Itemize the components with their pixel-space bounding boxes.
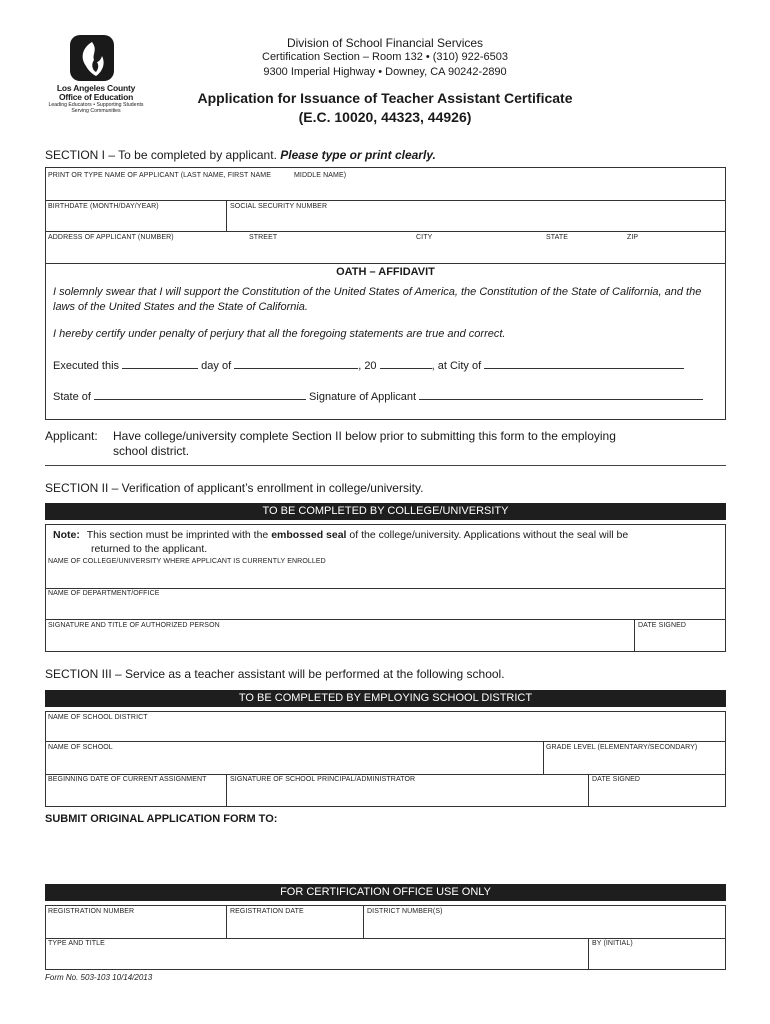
executed-year-field[interactable]: [380, 358, 432, 369]
page-title: Application for Issuance of Teacher Assistant Certificate: [197, 90, 573, 106]
principal-signature-field[interactable]: [228, 785, 587, 805]
at-city-of-text: , at City of: [431, 360, 482, 372]
logo-line1: Los Angeles County: [56, 83, 136, 93]
birthdate-field[interactable]: [46, 212, 225, 230]
executed-line: [53, 358, 684, 372]
district-number-field[interactable]: [365, 917, 725, 937]
section2-bar: TO BE COMPLETED BY COLLEGE/UNIVERSITY: [45, 503, 726, 520]
section3-date-label: DATE SIGNED: [592, 776, 641, 783]
certify-text: I hereby certify under penalty of perjury that all the foregoing statements are true and correct.: [53, 328, 506, 340]
city-label: CITY: [416, 234, 433, 241]
applicant-signature-field[interactable]: [419, 389, 703, 400]
authorized-signature-label: SIGNATURE AND TITLE OF AUTHORIZED PERSON: [48, 622, 220, 629]
registration-number-label: REGISTRATION NUMBER: [48, 908, 135, 915]
note-pre: This section must be imprinted with the: [86, 529, 269, 541]
grade-level-field[interactable]: [545, 753, 725, 773]
ssn-label: SOCIAL SECURITY NUMBER: [230, 203, 328, 210]
state-of-field[interactable]: [94, 389, 306, 400]
beginning-date-field[interactable]: [46, 785, 225, 805]
logo-tagline2: Serving Communities: [71, 108, 121, 114]
page-subtitle: (E.C. 10020, 44323, 44926): [298, 109, 472, 125]
section2-date-field[interactable]: [636, 631, 725, 651]
registration-date-field[interactable]: [228, 917, 362, 937]
divider: [45, 465, 726, 466]
department-field[interactable]: [46, 599, 725, 618]
form-number: Form No. 503-103 10/14/2013: [45, 973, 153, 982]
registration-date-label: REGISTRATION DATE: [230, 908, 304, 915]
section1-heading-text: SECTION I – To be completed by applicant.: [45, 148, 277, 162]
section3-date-field[interactable]: [590, 785, 725, 805]
ssn-field[interactable]: [228, 212, 725, 230]
submit-heading: SUBMIT ORIGINAL APPLICATION FORM TO:: [45, 813, 278, 825]
executed-this-text: Executed this: [53, 360, 120, 372]
section3-bar: TO BE COMPLETED BY EMPLOYING SCHOOL DISTRICT: [45, 690, 726, 707]
street-label: STREET: [249, 234, 278, 241]
section1-heading: [45, 148, 436, 162]
applicant-note-line1: Have college/university complete Section II below prior to submitting this form to the employing: [113, 429, 616, 443]
oath-text: I solemnly swear that I will support the Constitution of the United States of America, the Constitution of the State of California, and the laws of the United States and the State of California.: [53, 286, 702, 313]
applicant-note-label: Applicant:: [45, 429, 98, 443]
oath-title: OATH – AFFIDAVIT: [336, 266, 435, 278]
lacoe-logo: [44, 34, 148, 120]
applicant-name-field[interactable]: [46, 181, 725, 199]
state-signature-line: [53, 389, 703, 403]
note-post: of the college/university. Applications without the seal will be: [349, 529, 629, 541]
department-label: NAME OF DEPARTMENT/OFFICE: [48, 590, 160, 597]
zip-label: ZIP: [627, 234, 639, 241]
year-prefix-text: , 20: [358, 360, 377, 372]
section3-heading: SECTION III – Service as a teacher assistant will be performed at the following school.: [45, 667, 505, 681]
executed-month-field[interactable]: [234, 358, 358, 369]
beginning-date-label: BEGINNING DATE OF CURRENT ASSIGNMENT: [48, 776, 207, 783]
college-name-field[interactable]: [46, 567, 725, 587]
middle-name-label: MIDDLE NAME): [294, 172, 347, 179]
certification-section-line: Certification Section – Room 132 • (310) 922-6503: [262, 51, 508, 63]
type-title-field[interactable]: [46, 949, 587, 969]
school-district-field[interactable]: [46, 723, 725, 740]
executed-city-field[interactable]: [484, 358, 684, 369]
by-initial-label: BY (INITIAL): [592, 940, 633, 947]
authorized-signature-field[interactable]: [46, 631, 633, 651]
type-title-label: TYPE AND TITLE: [48, 940, 105, 947]
section2-date-label: DATE SIGNED: [638, 622, 687, 629]
logo-line2: Office of Education: [58, 92, 134, 102]
signature-of-applicant-text: Signature of Applicant: [309, 391, 417, 403]
note-line2: returned to the applicant.: [91, 543, 208, 555]
college-name-label: NAME OF COLLEGE/UNIVERSITY WHERE APPLICANT IS CURRENTLY ENROLLED: [48, 558, 326, 565]
note-bold: embossed seal: [271, 529, 347, 541]
logo-tagline1: Leading Educators • Supporting Students: [48, 102, 144, 108]
flame-emblem-icon: [44, 34, 148, 82]
address-line: 9300 Imperial Highway • Downey, CA 90242-2890: [263, 66, 507, 78]
applicant-note-line2: school district.: [113, 444, 190, 458]
principal-signature-label: SIGNATURE OF SCHOOL PRINCIPAL/ADMINISTRATOR: [230, 776, 416, 783]
school-district-label: NAME OF SCHOOL DISTRICT: [48, 714, 148, 721]
grade-level-label: GRADE LEVEL (ELEMENTARY/SECONDARY): [546, 744, 698, 751]
district-number-label: DISTRICT NUMBER(S): [367, 908, 443, 915]
birthdate-label: BIRTHDATE (MONTH/DAY/YEAR): [48, 203, 159, 210]
address-field[interactable]: [46, 243, 725, 262]
division-name: Division of School Financial Services: [286, 36, 484, 50]
applicant-name-label: PRINT OR TYPE NAME OF APPLICANT (LAST NAME, FIRST NAME: [48, 172, 271, 179]
note-label: Note:: [53, 529, 80, 541]
registration-number-field[interactable]: [46, 917, 225, 937]
state-of-text: State of: [53, 391, 91, 403]
seal-note: [53, 529, 628, 541]
office-use-bar: FOR CERTIFICATION OFFICE USE ONLY: [45, 884, 726, 901]
school-name-label: NAME OF SCHOOL: [48, 744, 113, 751]
section2-heading: SECTION II – Verification of applicant’s enrollment in college/university.: [45, 481, 424, 495]
school-name-field[interactable]: [46, 753, 542, 773]
executed-day-field[interactable]: [122, 358, 198, 369]
day-of-text: day of: [201, 360, 232, 372]
state-label: STATE: [546, 234, 569, 241]
by-initial-field[interactable]: [590, 949, 725, 969]
section1-heading-emphasis: Please type or print clearly.: [280, 148, 436, 162]
address-number-label: ADDRESS OF APPLICANT (NUMBER): [48, 234, 174, 241]
